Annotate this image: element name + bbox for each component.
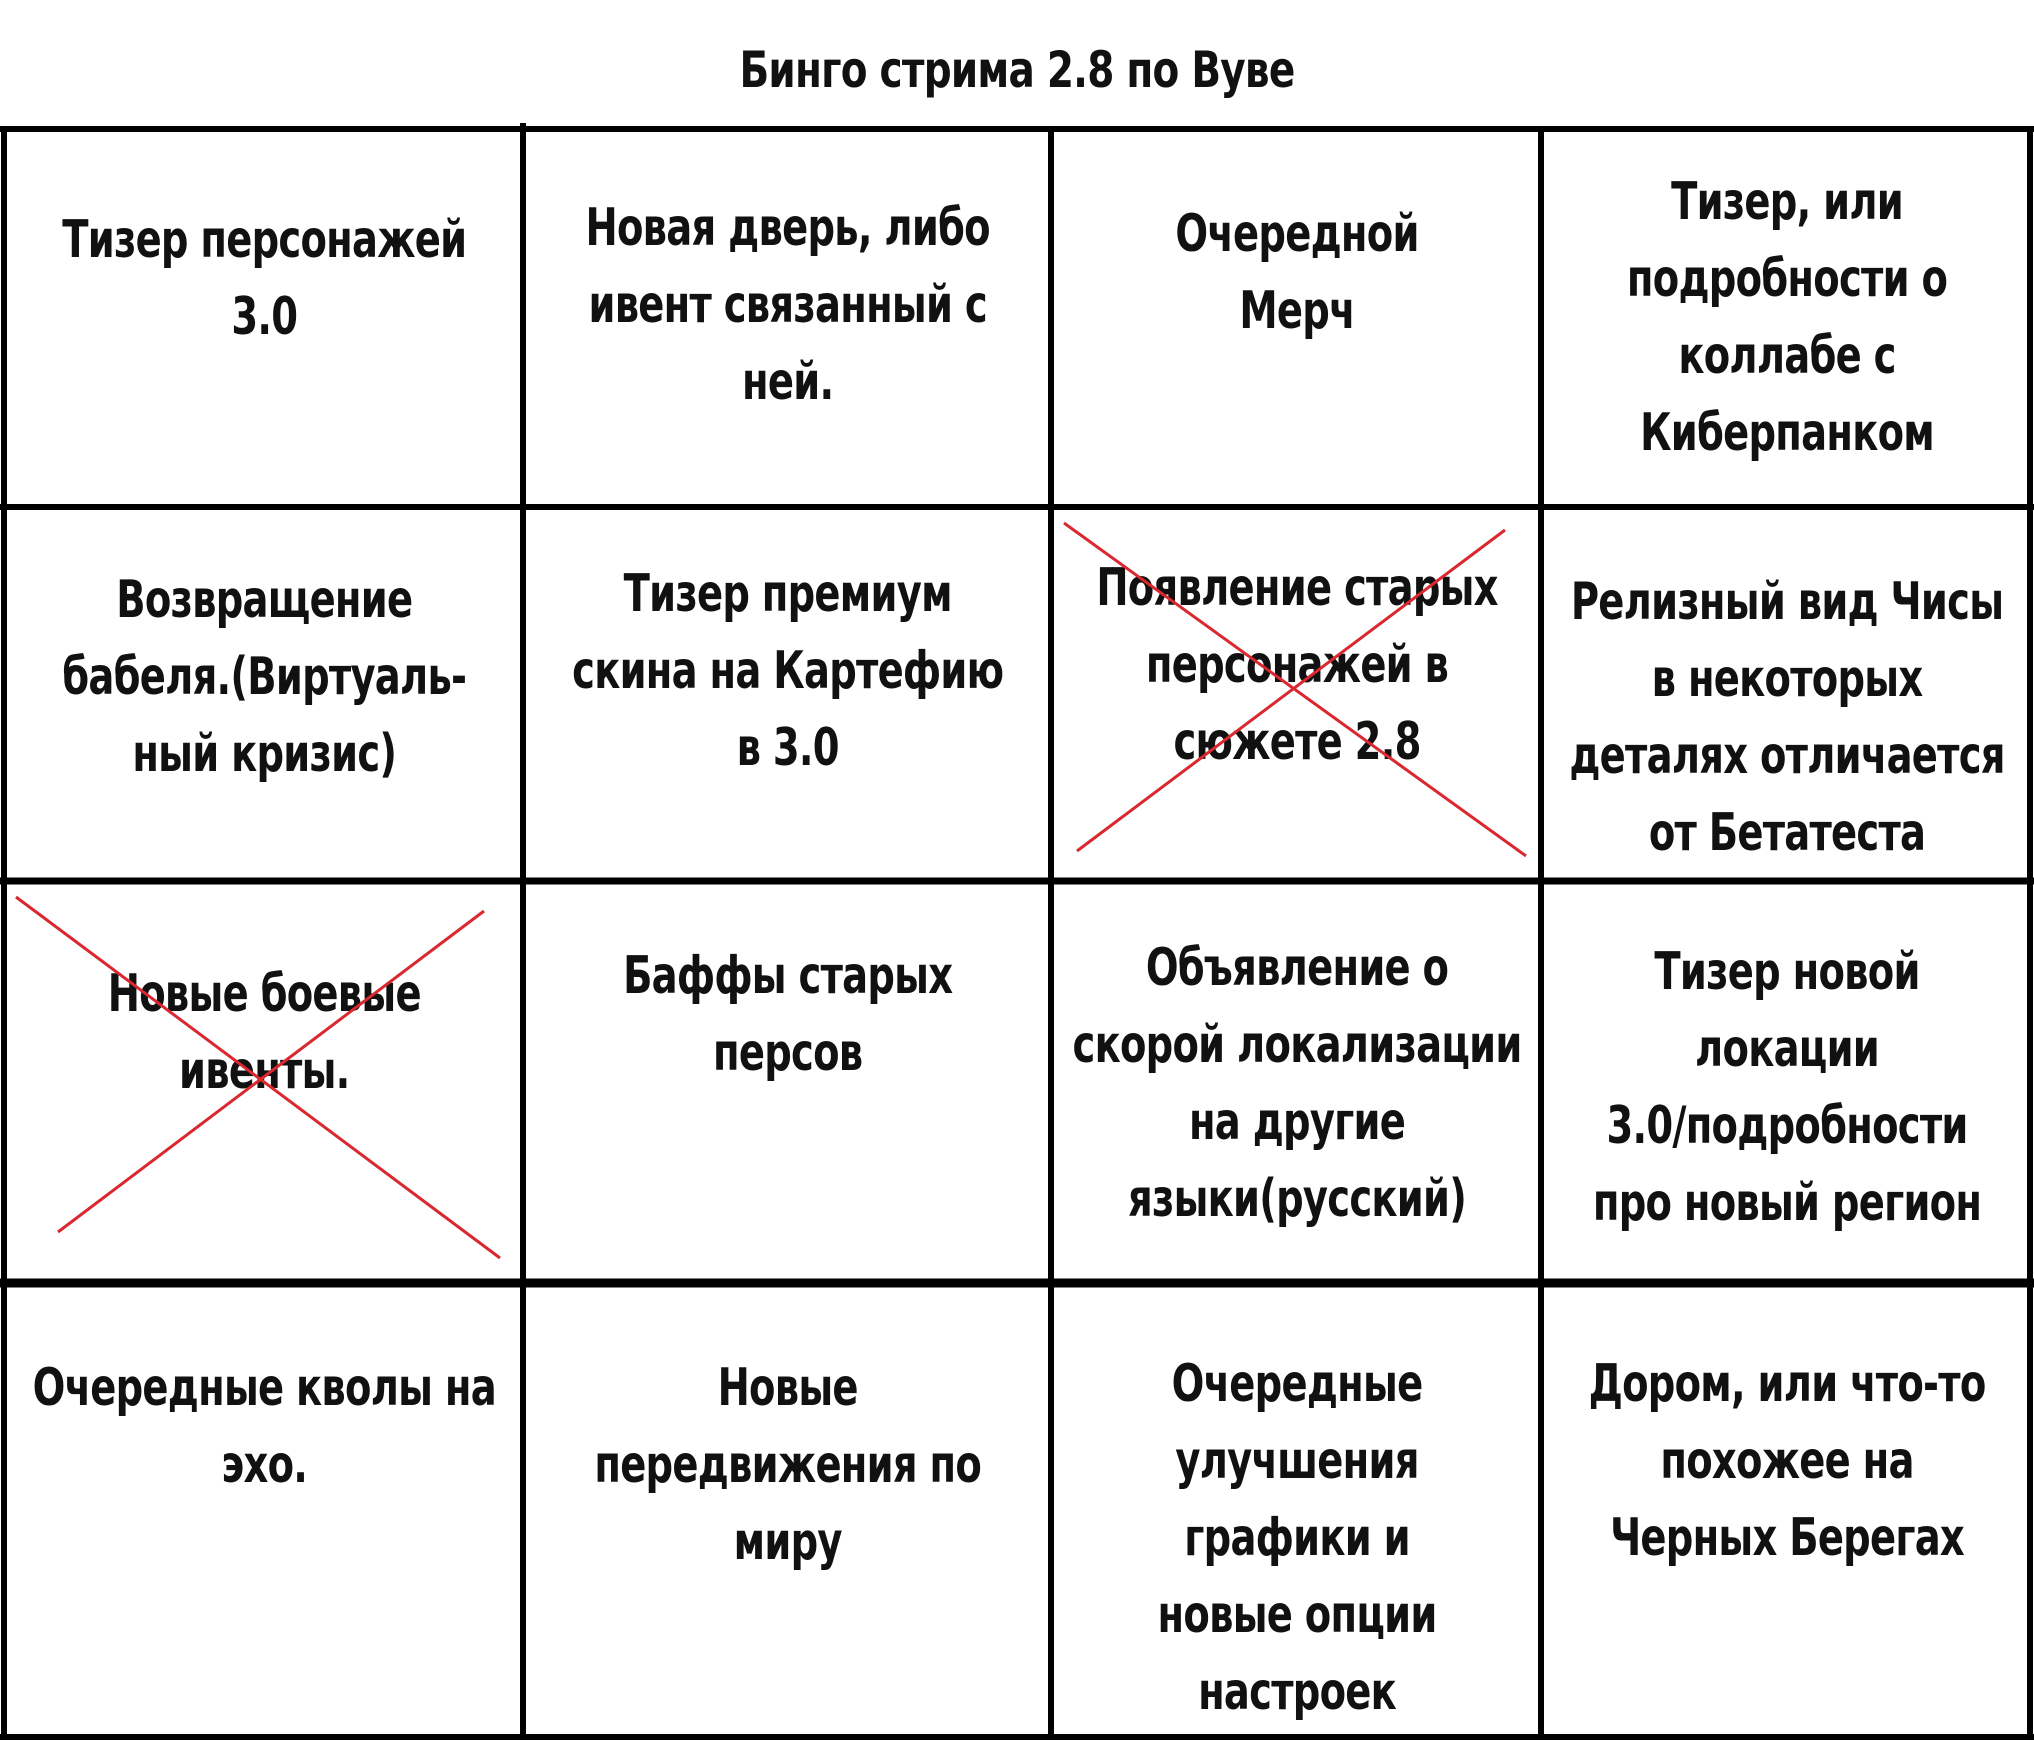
bingo-cell-text: Тизер новой локации 3.0/подробности про новый регион xyxy=(1592,942,1982,1233)
bingo-cell-text: Возвращение бабеля.(Виртуаль- ный кризис) xyxy=(62,570,466,784)
bingo-cell-text: Очередные кволы на эхо. xyxy=(32,1358,496,1495)
bingo-cell-text: Очередной Мерч xyxy=(1175,204,1419,341)
page-title: Бинго стрима 2.8 по Вуве xyxy=(739,41,1295,99)
bingo-cell-text: Баффы старых персов xyxy=(623,946,953,1083)
bingo-cell-text: Новые боевые ивенты. xyxy=(107,964,421,1101)
bingo-cell-text: Новые передвижения по миру xyxy=(594,1358,982,1572)
bingo-cell-text: Тизер, или подробности о коллабе с Киберпанком xyxy=(1626,172,1948,463)
bingo-cell-text: Тизер премиум скина на Картефию в 3.0 xyxy=(572,564,1004,778)
bingo-cell-text: Очередные улучшения графики и новые опции настроек xyxy=(1157,1354,1437,1722)
bingo-cell-text: Тизер персонажей 3.0 xyxy=(61,210,467,347)
bingo-cell-text: Новая дверь, либо ивент связанный с ней. xyxy=(585,198,991,412)
bingo-cell-text: Релизный вид Чисы в некоторых деталях отличается от Бетатеста xyxy=(1569,572,2005,863)
bingo-cell-text: Появление старых персонажей в сюжете 2.8 xyxy=(1096,558,1498,772)
bingo-cell-text: Дором, или что-то похожее на Черных Берегах xyxy=(1588,1354,1986,1568)
bingo-cell-text: Объявление о скорой локализации на другие языки(русский) xyxy=(1072,938,1522,1229)
